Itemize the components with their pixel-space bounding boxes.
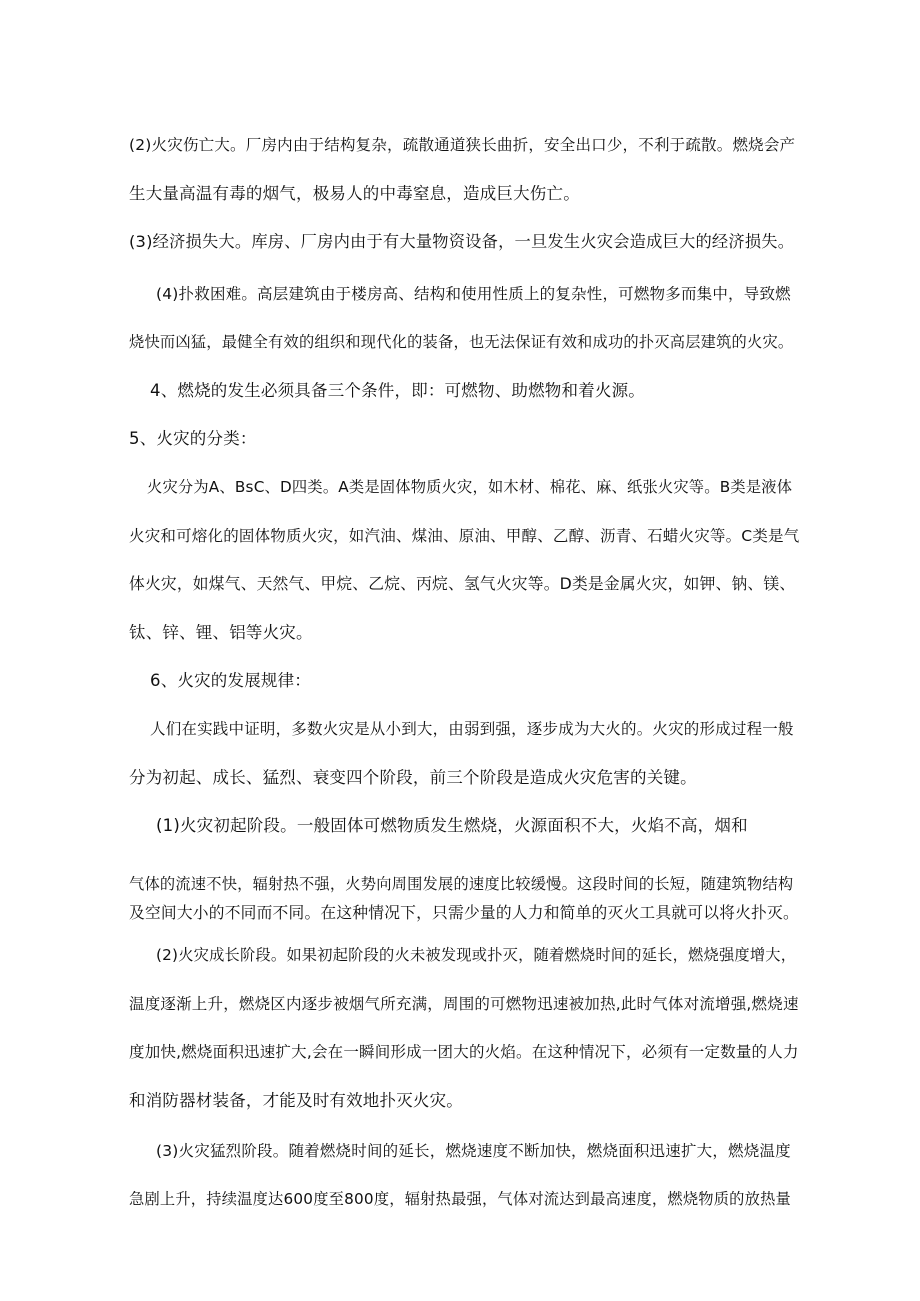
- text-line: 度加快,燃烧面积迅速扩大,会在一瞬间形成一团大的火焰。在这种情况下，必须有一定数量的人力: [129, 1043, 799, 1061]
- text-line: 烧快而凶猛，最健全有效的组织和现代化的装备，也无法保证有效和成功的扑灭高层建筑的火灾。: [129, 333, 794, 351]
- text-line: 及空间大小的不同而不同。在这种情况下，只需少量的人力和简单的灭火工具就可以将火扑灭。: [129, 903, 799, 922]
- text-line: 4、燃烧的发生必须具备三个条件，即：可燃物、助燃物和着火源。: [150, 381, 645, 400]
- text-line: 火灾分为A、BsC、D四类。A类是固体物质火灾，如木材、棉花、麻、纸张火灾等。B类是液体: [147, 478, 793, 496]
- text-line: 火灾和可熔化的固体物质火灾，如汽油、煤油、原油、甲醇、乙醇、沥青、石蜡火灾等。C类是气: [129, 527, 800, 545]
- text-line: (4)扑救困难。高层建筑由于楼房高、结构和使用性质上的复杂性，可燃物多而集中，导致燃: [156, 285, 791, 303]
- text-line: 生大量高温有毒的烟气，极易人的中毒窒息，造成巨大伤亡。: [129, 184, 580, 203]
- text-line: (2)火灾成长阶段。如果初起阶段的火未被发现或扑灭，随着燃烧时间的延长，燃烧强度增大，: [156, 946, 797, 964]
- text-line: (3)火灾猛烈阶段。随着燃烧时间的延长，燃烧速度不断加快，燃烧面积迅速扩大，燃烧温度: [156, 1142, 791, 1160]
- text-line: (2)火灾伤亡大。厂房内由于结构复杂，疏散通道狭长曲折，安全出口少，不利于疏散。燃烧会产: [129, 136, 796, 154]
- text-line: 人们在实践中证明，多数火灾是从小到大，由弱到强，逐步成为大火的。火灾的形成过程一般: [150, 720, 794, 738]
- text-line: 钛、锌、锂、铝等火灾。: [129, 623, 313, 642]
- text-line: 6、火灾的发展规律：: [150, 671, 311, 690]
- text-line: 分为初起、成长、猛烈、衰变四个阶段，前三个阶段是造成火灾危害的关键。: [129, 768, 697, 787]
- text-line: 气体的流速不快，辐射热不强，火势向周围发展的速度比较缓慢。这段时间的长短，随建筑物结构: [129, 875, 794, 893]
- text-line: 急剧上升，持续温度达600度至800度，辐射热最强，气体对流达到最高速度，燃烧物质的放热量: [129, 1190, 791, 1208]
- text-line: (1)火灾初起阶段。一般固体可燃物质发生燃烧，火源面积不大，火焰不高，烟和: [156, 816, 748, 835]
- text-line: 温度逐渐上升，燃烧区内逐步被烟气所充满，周围的可燃物迅速被加热,此时气体对流增强,燃烧速: [129, 995, 799, 1013]
- text-line: (3)经济损失大。库房、厂房内由于有大量物资设备，一旦发生火灾会造成巨大的经济损失。: [129, 232, 795, 251]
- text-line: 体火灾，如煤气、天然气、甲烷、乙烷、丙烷、氢气火灾等。D类是金属火灾，如钾、钠、镁、: [129, 574, 796, 593]
- text-line: 5、火灾的分类：: [129, 429, 257, 448]
- text-line: 和消防器材装备，才能及时有效地扑灭火灾。: [129, 1091, 463, 1110]
